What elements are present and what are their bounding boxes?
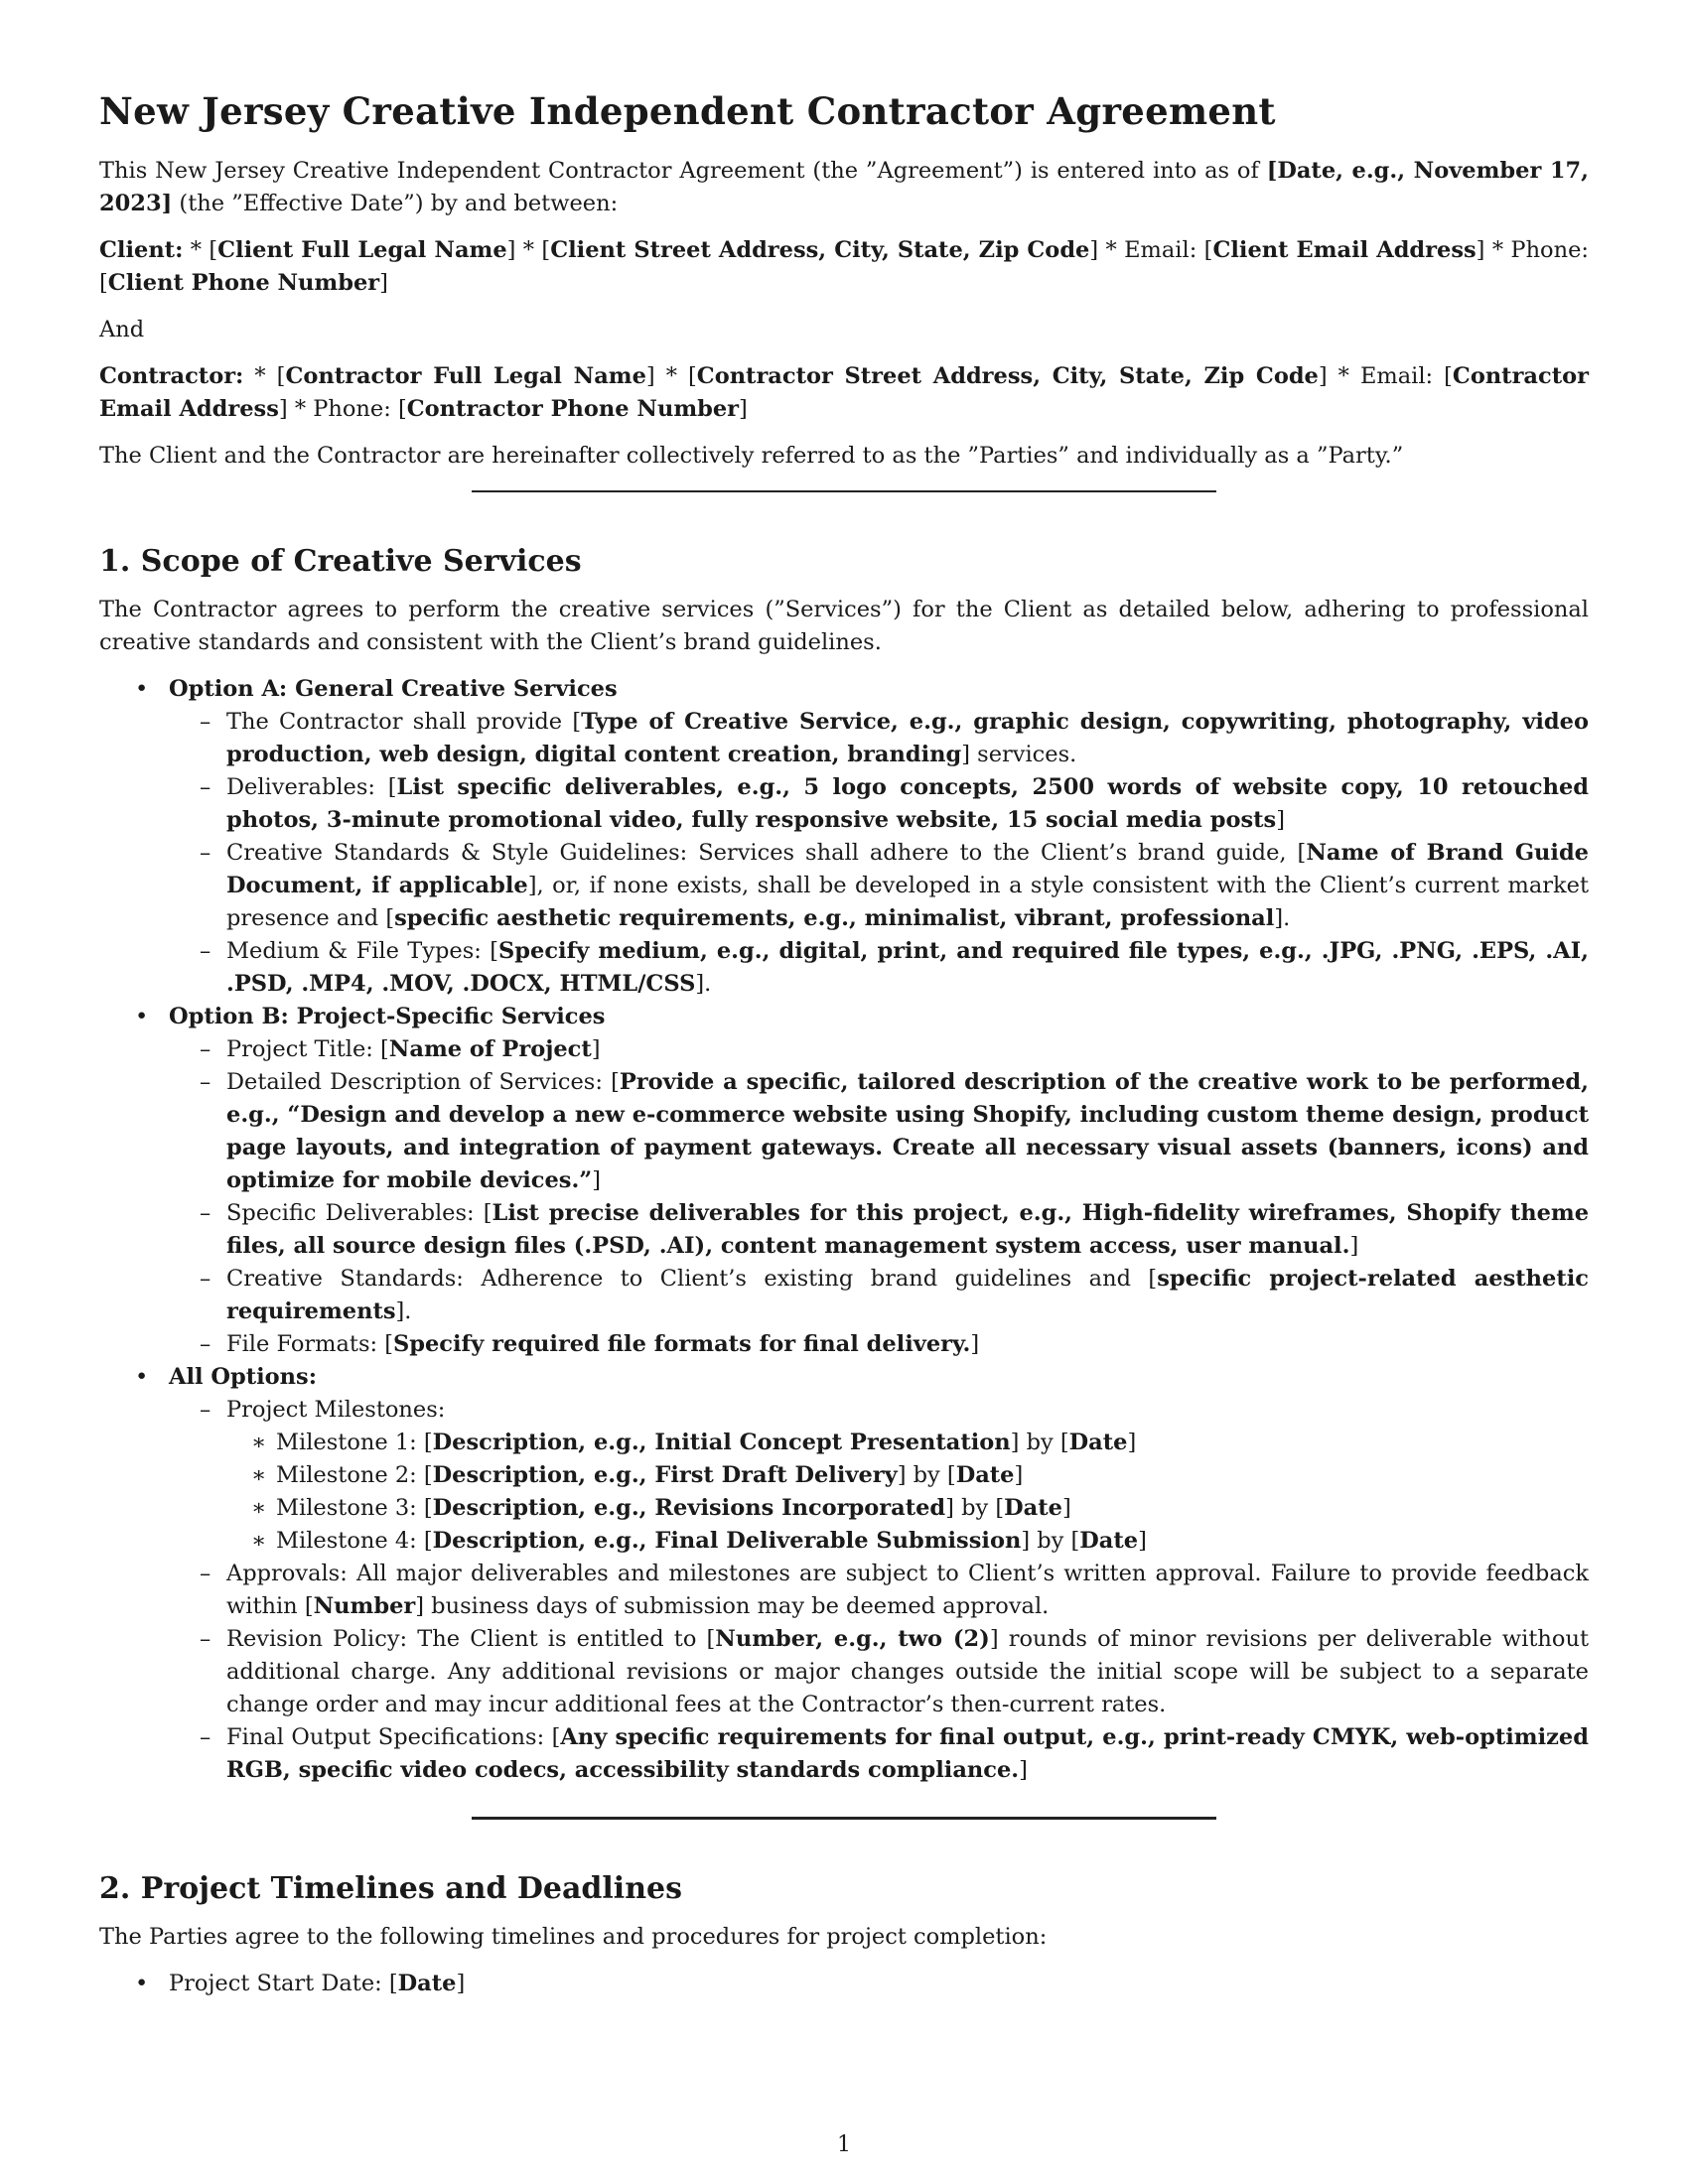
- dash-icon: –: [200, 840, 211, 866]
- dash-icon: –: [200, 709, 211, 735]
- list-item: • Project Start Date: [Date]: [99, 1968, 1589, 2000]
- dash-icon: –: [200, 774, 211, 800]
- client-address: Client Street Address, City, State, Zip Code: [550, 237, 1090, 263]
- client-block: Client: * [Client Full Legal Name] * [Client Street Address, City, State, Zip Code] * Email: [Client Email Address] * Phone: [Client Phone Number]: [99, 237, 1589, 296]
- contractor-name: Contractor Full Legal Name: [285, 363, 646, 389]
- bullet-icon: •: [135, 1364, 149, 1390]
- contractor-label: Contractor:: [99, 363, 244, 389]
- intro-paragraph: This New Jersey Creative Independent Contractor Agreement (the ”Agreement”) is entered into as of [Date, e.g., November 17, 2023] (the ”Effective Date”) by and between:: [99, 158, 1589, 216]
- milestone-item: ∗ Milestone 4: [Description, e.g., Final Deliverable Submission] by [Date]: [226, 1525, 1589, 1558]
- milestone-item: ∗ Milestone 3: [Description, e.g., Revisions Incorporated] by [Date]: [226, 1492, 1589, 1525]
- list-item: – Medium & File Types: [Specify medium, e.g., digital, print, and required file types, e.g., .JPG, .PNG, .EPS, .AI, .PSD, .MP4, .MOV, .DOCX, HTML/CSS].: [169, 935, 1589, 1001]
- bullet-icon: •: [135, 676, 149, 702]
- list-item: – Project Title: [Name of Project]: [169, 1033, 1589, 1066]
- contractor-phone: Contractor Phone Number: [406, 396, 740, 422]
- document-page: [99, 85, 1589, 2000]
- parties-paragraph: The Client and the Contractor are hereinafter collectively referred to as the ”Parties” and individually as a ”Party.”: [99, 443, 1404, 469]
- list-item: – File Formats: [Specify required file formats for final delivery.]: [169, 1328, 1589, 1361]
- list-item: – Specific Deliverables: [List precise deliverables for this project, e.g., High-fidelity wireframes, Shopify theme files, all source design files (.PSD, .AI), content management system access, user manual.]: [169, 1197, 1589, 1263]
- all-options-label: All Options:: [169, 1364, 317, 1390]
- contractor-block: Contractor: * [Contractor Full Legal Name] * [Contractor Street Address, City, State, Zip Code] * Email: [Contractor Email Address] * Phone: [Contractor Phone Number]: [99, 363, 1589, 422]
- milestone-item: ∗ Milestone 1: [Description, e.g., Initial Concept Presentation] by [Date]: [226, 1427, 1589, 1459]
- list-item: – Final Output Specifications: [Any specific requirements for final output, e.g., print-ready CMYK, web-optimized RGB, specific video codecs, accessibility standards compliance.]: [169, 1721, 1589, 1787]
- contractor-email: Contractor Email Address: [99, 363, 1589, 422]
- page-number: 1: [837, 2132, 851, 2157]
- list-item: – Revision Policy: The Client is entitled to [Number, e.g., two (2)] rounds of minor revisions per deliverable without additional charge. Any additional revisions or major changes outside the initial scope will be subject to a separate change order and may incur additional fees at the Contractor’s then-current rates.: [169, 1623, 1589, 1721]
- list-item: – The Contractor shall provide [Type of Creative Service, e.g., graphic design, copywriting, photography, video production, web design, digital content creation, branding] services.: [169, 706, 1589, 771]
- and-text: And: [99, 317, 145, 342]
- bullet-icon: •: [135, 1004, 149, 1029]
- dash-icon: –: [200, 1626, 211, 1652]
- asterisk-icon: ∗: [251, 1528, 267, 1554]
- dash-icon: –: [200, 938, 211, 964]
- all-options: [99, 1361, 1589, 1787]
- section-2-heading: 2. Project Timelines and Deadlines: [99, 1871, 682, 1906]
- scope-list: [99, 673, 1589, 1787]
- dash-icon: –: [200, 1036, 211, 1062]
- list-item: – Deliverables: [List specific deliverables, e.g., 5 logo concepts, 2500 words of website copy, 10 retouched photos, 3-minute promotional video, fully responsive website, 15 social media posts]: [169, 771, 1589, 837]
- bullet-icon: •: [135, 1971, 149, 1996]
- list-item: – Approvals: All major deliverables and milestones are subject to Client’s written approval. Failure to provide feedback within [Number] business days of submission may be deemed approval.: [169, 1558, 1589, 1623]
- dash-icon: –: [200, 1724, 211, 1750]
- asterisk-icon: ∗: [251, 1462, 267, 1488]
- document-title: New Jersey Creative Independent Contractor Agreement: [99, 89, 1276, 133]
- section-2-intro: The Parties agree to the following timelines and procedures for project completion:: [99, 1924, 1048, 1950]
- dash-icon: –: [200, 1561, 211, 1586]
- option-b-label: Option B: Project-Specific Services: [169, 1004, 606, 1029]
- section-divider: [472, 1817, 1216, 1820]
- dash-icon: –: [200, 1266, 211, 1292]
- section-1-heading: 1. Scope of Creative Services: [99, 544, 582, 579]
- section-1-intro: The Contractor agrees to perform the creative services (”Services”) for the Client as detailed below, adhering to professional creative standards and consistent with the Client’s brand guidelines.: [99, 597, 1589, 655]
- contractor-address: Contractor Street Address, City, State, Zip Code: [696, 363, 1319, 389]
- asterisk-icon: ∗: [251, 1495, 267, 1521]
- dash-icon: –: [200, 1331, 211, 1357]
- option-a: [99, 673, 1589, 1001]
- list-item: – Creative Standards & Style Guidelines: Services shall adhere to the Client’s brand guide, [Name of Brand Guide Document, if applicable], or, if none exists, shall be developed in a style consistent with the Client’s current market presence and [specific aesthetic requirements, e.g., minimalist, vibrant, professional].: [169, 837, 1589, 935]
- asterisk-icon: ∗: [251, 1430, 267, 1455]
- list-item: – Detailed Description of Services: [Provide a specific, tailored description of the creative work to be performed, e.g., “Design and develop a new e-commerce website using Shopify, including custom theme design, product page layouts, and integration of payment gateways. Create all necessary visual assets (banners, icons) and optimize for mobile devices.”]: [169, 1066, 1589, 1197]
- list-item: [169, 1394, 1589, 1558]
- option-b: [99, 1001, 1589, 1361]
- option-a-label: Option A: General Creative Services: [169, 676, 618, 702]
- client-email: Client Email Address: [1212, 237, 1477, 263]
- dash-icon: –: [200, 1397, 211, 1423]
- client-name: Client Full Legal Name: [217, 237, 507, 263]
- dash-icon: –: [200, 1069, 211, 1095]
- dash-icon: –: [200, 1200, 211, 1226]
- list-item: – Creative Standards: Adherence to Client’s existing brand guidelines and [specific project-related aesthetic requirements].: [169, 1263, 1589, 1328]
- client-label: Client:: [99, 237, 184, 263]
- milestones-label: Project Milestones:: [226, 1397, 446, 1423]
- client-phone: Client Phone Number: [107, 270, 380, 296]
- milestone-item: ∗ Milestone 2: [Description, e.g., First Draft Delivery] by [Date]: [226, 1459, 1589, 1492]
- timeline-list: [99, 1968, 1589, 2000]
- section-divider: [472, 490, 1216, 492]
